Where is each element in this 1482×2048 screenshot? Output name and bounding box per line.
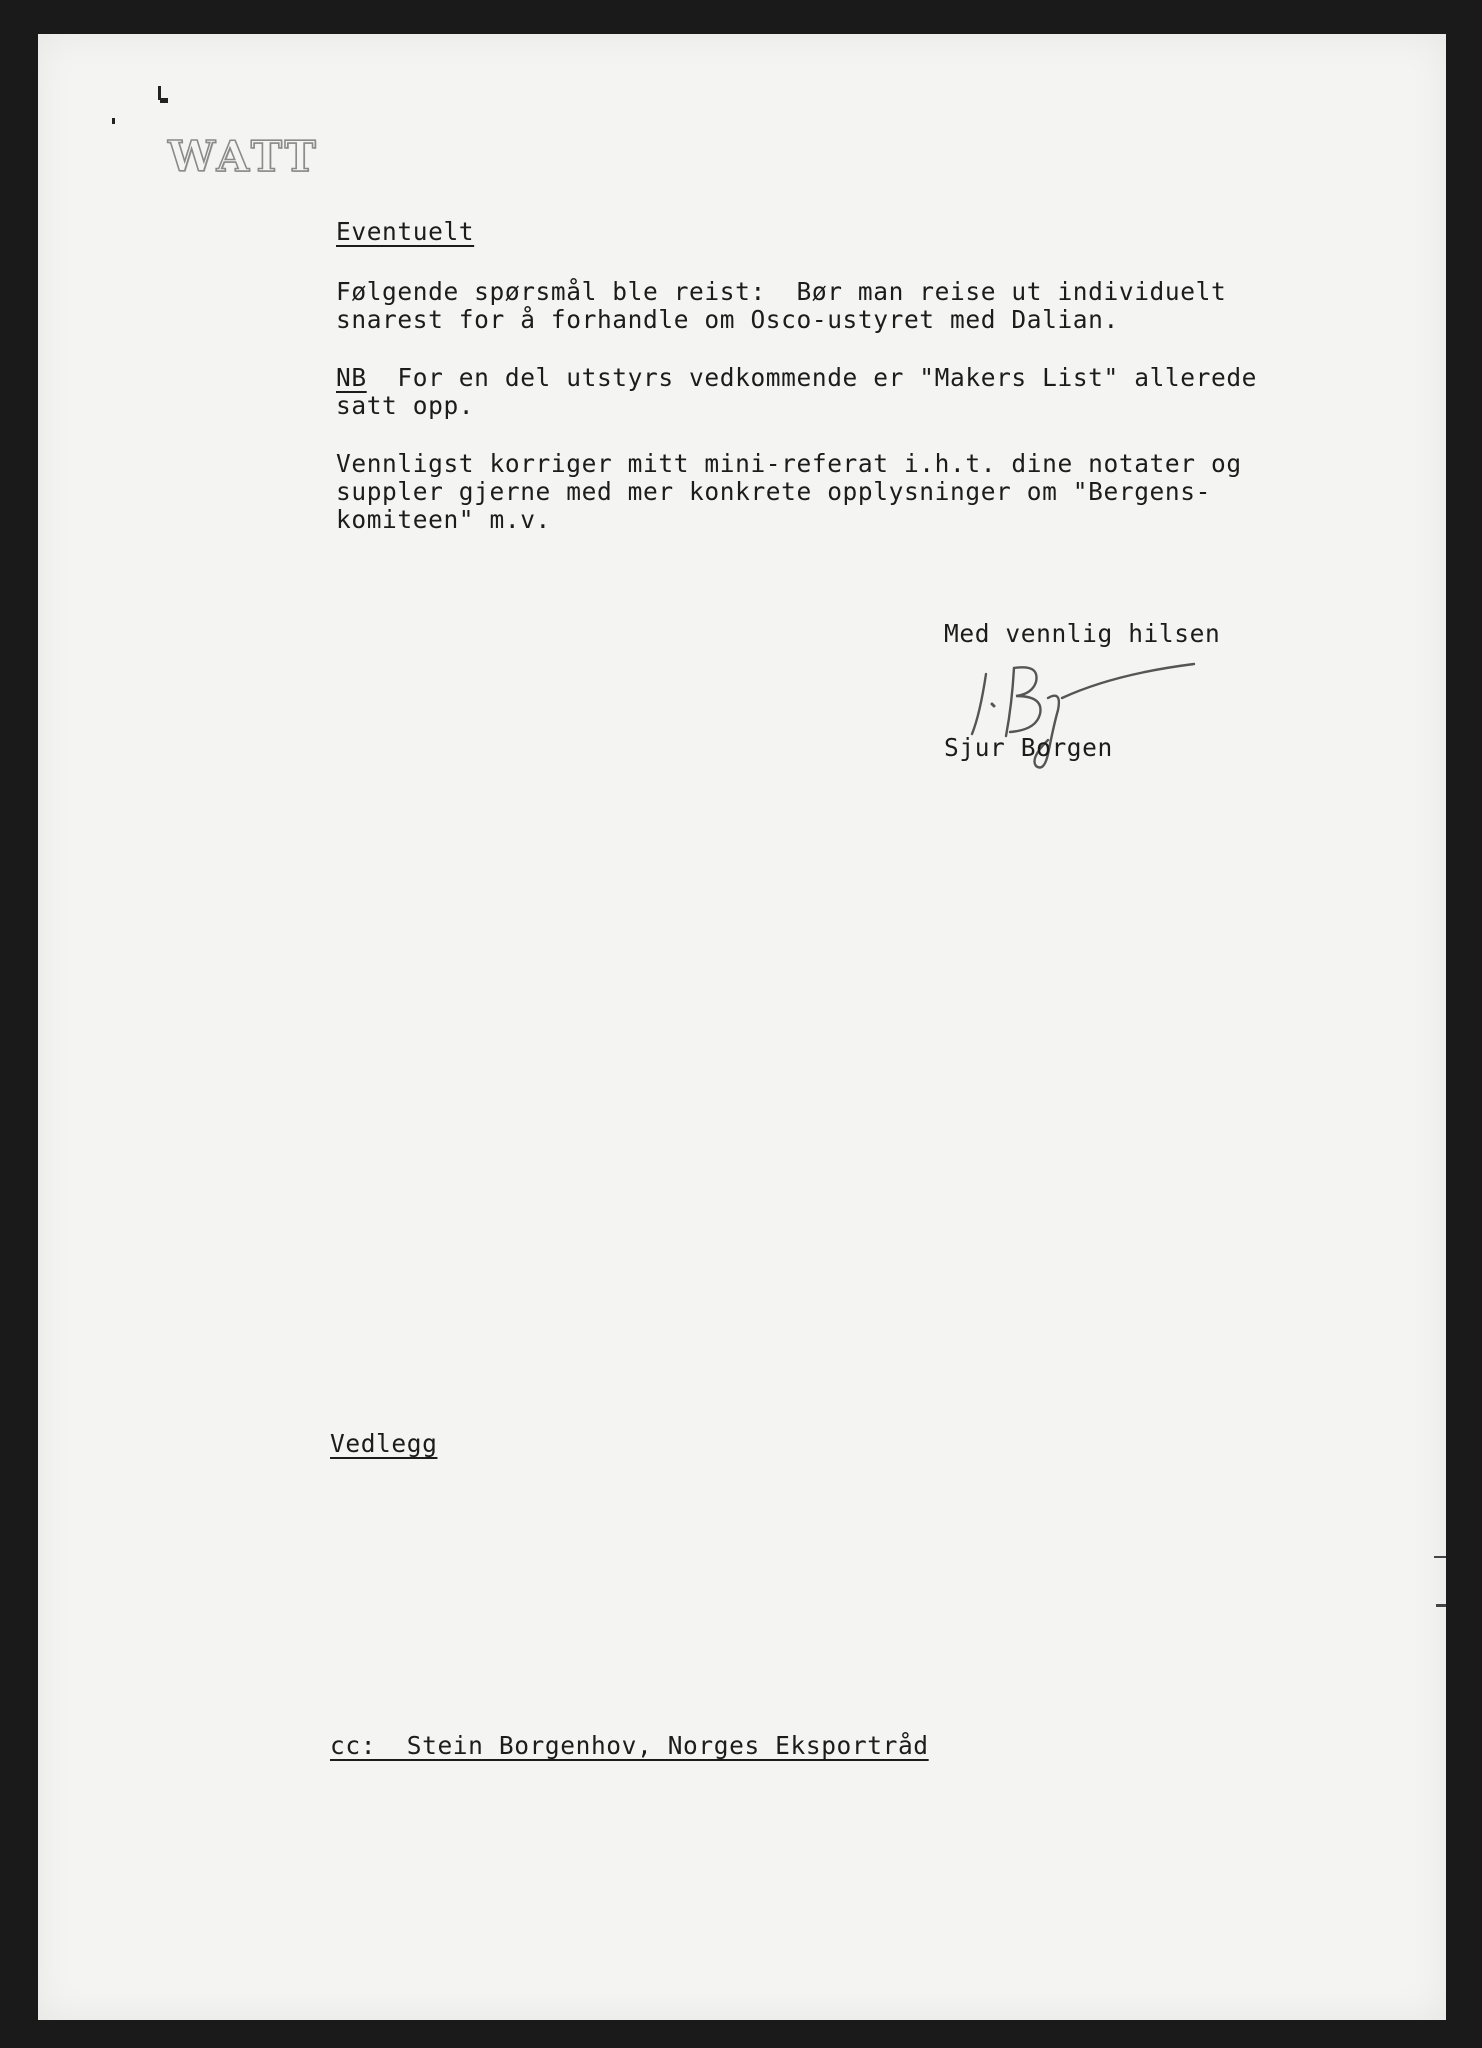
paragraph-line: suppler gjerne med mer konkrete opplysninger om "Bergens-	[336, 477, 1211, 506]
note-line: satt opp.	[336, 391, 475, 420]
note-prefix: NB	[336, 363, 367, 392]
closing-greeting: Med vennlig hilsen	[944, 619, 1221, 648]
cc-line: cc: Stein Borgenhov, Norges Eksportråd	[330, 1731, 929, 1760]
paragraph-line: snarest for å forhandle om Osco-ustyret med Dalian.	[336, 305, 1119, 334]
attachments-heading: Vedlegg	[330, 1429, 438, 1458]
handwritten-signature	[944, 634, 1204, 794]
edge-mark	[1434, 1556, 1446, 1558]
watt-logo: WATT	[168, 132, 320, 181]
ink-speck	[112, 118, 115, 124]
ink-speck	[160, 98, 168, 103]
paragraph-line: Følgende spørsmål ble reist: Bør man reise ut individuelt	[336, 277, 1227, 306]
signer-name: Sjur Borgen	[944, 733, 1113, 762]
paragraph-line: komiteen" m.v.	[336, 505, 551, 534]
note-line	[336, 364, 1257, 392]
edge-mark	[1436, 1604, 1446, 1607]
section-heading-eventuelt: Eventuelt	[336, 217, 475, 246]
note-text: For en del utstyrs vedkommende er "Makers List" allerede	[366, 363, 1258, 392]
document-page	[38, 34, 1446, 2020]
paragraph-line: Vennligst korriger mitt mini-referat i.h.t. dine notater og	[336, 449, 1242, 478]
